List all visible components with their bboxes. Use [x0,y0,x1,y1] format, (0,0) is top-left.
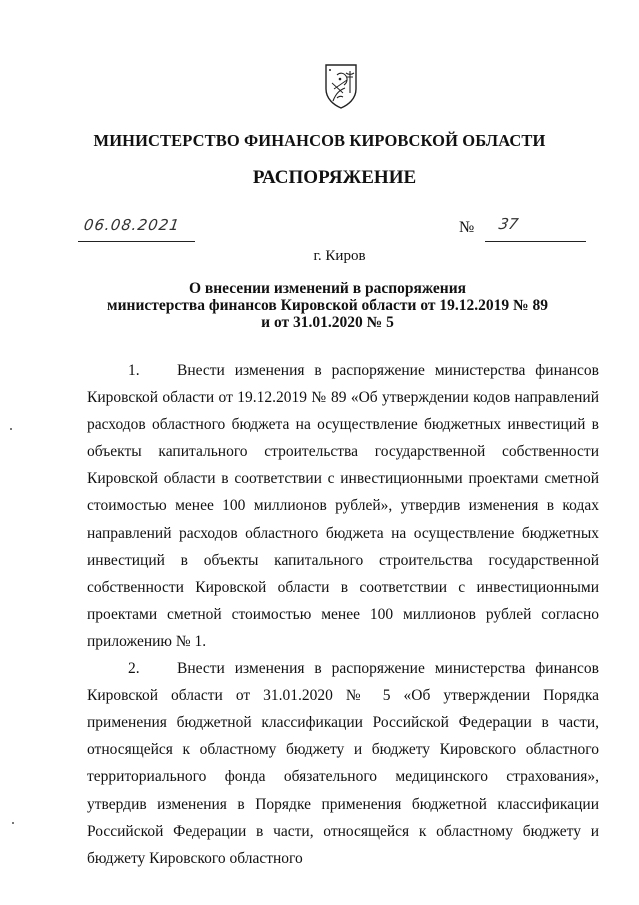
scan-speck [12,822,14,824]
paragraph-1 [87,357,599,655]
document-type-title: РАСПОРЯЖЕНИЕ [252,167,417,188]
subject-line: и от 31.01.2020 № 5 [261,314,394,331]
subject-line: министерства финансов Кировской области от 19.12.2019 № 89 [107,297,548,314]
subject-line: О внесении изменений в распоряжения [188,280,467,297]
scan-speck [10,428,12,430]
paragraph-number: 1. [128,362,140,379]
city-name: г. Киров [313,248,366,264]
paragraph-text: Внести изменения в распоряжение министерства финансов Кировской области от 19.12.2019 № 89 «Об утверждении кодов направлений расходов областного бюджета на осуществление бюджетных инвестиций в объекты капитального строительства государственной собственности Кировской области в соответствии с инвестиционными проектами сметной стоимостью менее 100 миллионов рублей», утвердив изменения в кодах направлений расходов областного бюджета на осуществление бюджетных инвестиций в объекты капитального строительства государственной собственности Кировской области в соответствии с инвестиционными проектами сметной стоимостью менее 100 миллионов рублей согласно приложению № 1. [87,362,599,650]
number-label: № [459,219,475,236]
ministry-name: МИНИСТЕРСТВО ФИНАНСОВ КИРОВСКОЙ ОБЛАСТИ [93,131,546,150]
paragraph-text: Внести изменения в распоряжение министерства финансов Кировской области от 31.01.2020 № 5 «Об утверждении Порядка применения бюджетной классификации Российской Федерации в части, относящейся к областному бюджету и бюджету Кировского областного территориального фонда обязательного медицинского страхования», утвердив изменения в Порядке применения бюджетной классификации Российской Федерации в части, относящейся к областному бюджету и бюджету Кировского областного [87,660,599,867]
paragraph-number: 2. [128,660,140,678]
date-field [78,216,195,242]
document-number: 37 [497,215,520,233]
document-subject [0,280,639,331]
kirov-oblast-coat-of-arms-icon [323,63,359,109]
number-field [485,215,586,242]
paragraph-2 [87,655,599,872]
document-body [87,357,599,872]
document-date: 06.08.2021 [82,216,182,234]
